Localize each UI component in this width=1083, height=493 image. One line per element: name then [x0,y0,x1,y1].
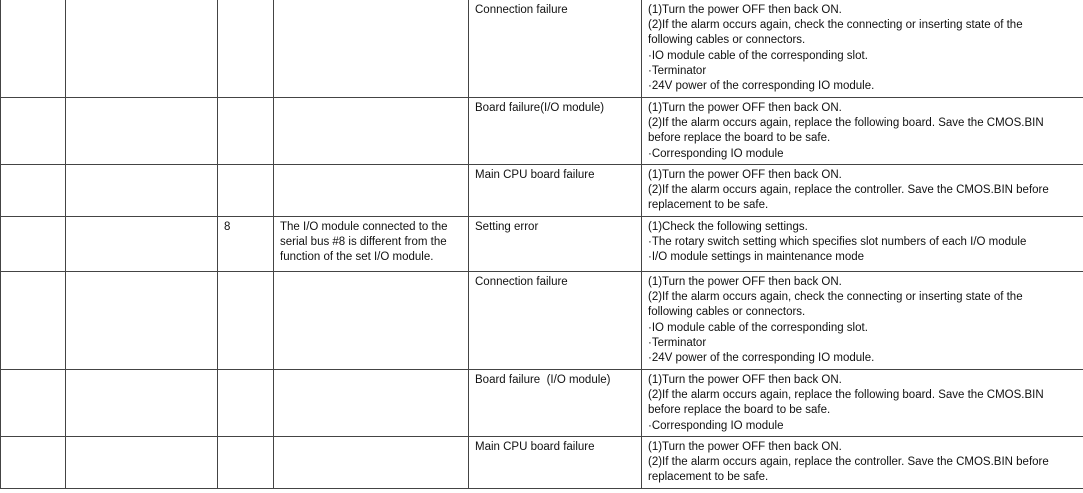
remedy-cell [642,370,1083,437]
remedy-line: (2)If the alarm occurs again, replace the controller. Save the CMOS.BIN before [648,184,1049,197]
cause-text: Main CPU board failure [475,441,595,453]
alarm-code-cell [218,165,274,217]
remedy-line: before replace the board to be safe. [648,132,831,145]
remedy-line: (2)If the alarm occurs again, check the connecting or inserting state of the [648,291,1023,304]
remedy-line: (1)Turn the power OFF then back ON. [648,4,842,16]
description-cell [274,272,469,370]
remedy-cell [642,98,1083,165]
remedy-line: ·I/O module settings in maintenance mode [648,251,865,264]
cause-text: Connection failure [475,4,568,16]
remedy-line: (2)If the alarm occurs again, replace the following board. Save the CMOS.BIN [648,389,1044,402]
alarm-code-cell [218,98,274,165]
blank-cell-a [1,437,66,489]
blank-cell-a [1,370,66,437]
alarm-code-cell [218,272,274,370]
remedy-cell [642,0,1083,98]
remedy-line: before replace the board to be safe. [648,404,831,417]
blank-cell-a [1,0,66,98]
blank-cell-a [1,98,66,165]
remedy-line: (1)Turn the power OFF then back ON. [648,374,842,386]
remedy-line: ·24V power of the corresponding IO module. [648,80,875,93]
description-cell [274,165,469,217]
cause-cell [469,272,642,370]
blank-cell-a [1,165,66,217]
blank-cell-b [66,0,218,98]
alarm-code: 8 [224,221,231,233]
remedy-line: (2)If the alarm occurs again, replace the controller. Save the CMOS.BIN before [648,456,1049,469]
cause-cell [469,217,642,272]
description-line: function of the set I/O module. [280,251,434,264]
cause-cell [469,0,642,98]
remedy-cell [642,437,1083,489]
remedy-line: following cables or connectors. [648,306,806,319]
alarm-table-body [1,0,1083,489]
remedy-line: replacement to be safe. [648,199,769,212]
blank-cell-a [1,217,66,272]
blank-cell-b [66,98,218,165]
table-row [1,217,1083,272]
alarm-code-cell [218,217,274,272]
description-cell [274,217,469,272]
remedy-cell [642,217,1083,272]
alarm-code-cell [218,437,274,489]
cause-text: Board failure (I/O module) [475,374,611,386]
remedy-line: (1)Turn the power OFF then back ON. [648,276,842,288]
remedy-line: (1)Check the following settings. [648,221,808,233]
remedy-line: (1)Turn the power OFF then back ON. [648,169,842,181]
remedy-cell [642,272,1083,370]
remedy-line: replacement to be safe. [648,471,769,484]
table-row [1,370,1083,437]
table-row [1,98,1083,165]
remedy-line: following cables or connectors. [648,34,806,47]
remedy-line: ·Corresponding IO module [648,419,784,432]
remedy-cell [642,165,1083,217]
alarm-code-cell [218,0,274,98]
table-row [1,437,1083,489]
cause-text: Setting error [475,221,539,233]
remedy-line: (2)If the alarm occurs again, replace the following board. Save the CMOS.BIN [648,117,1044,130]
remedy-line: (1)Turn the power OFF then back ON. [648,102,842,114]
table-row [1,0,1083,98]
remedy-line: (2)If the alarm occurs again, check the connecting or inserting state of the [648,19,1023,32]
alarm-code-cell [218,370,274,437]
description-cell [274,370,469,437]
cause-cell [469,98,642,165]
remedy-line: ·IO module cable of the corresponding slot. [648,321,868,334]
description-cell [274,437,469,489]
blank-cell-b [66,217,218,272]
remedy-line: ·The rotary switch setting which specifies slot numbers of each I/O module [648,236,1027,249]
remedy-line: ·24V power of the corresponding IO module. [648,352,875,365]
blank-cell-b [66,370,218,437]
remedy-line: ·Terminator [648,64,707,77]
cause-text: Connection failure [475,276,568,288]
cause-cell [469,370,642,437]
blank-cell-b [66,165,218,217]
remedy-line: ·Terminator [648,336,707,349]
remedy-line: ·IO module cable of the corresponding slot. [648,49,868,62]
description-line: serial bus #8 is different from the [280,236,447,249]
table-row [1,272,1083,370]
remedy-line: ·Corresponding IO module [648,147,784,160]
remedy-line: (1)Turn the power OFF then back ON. [648,441,842,453]
cause-text: Main CPU board failure [475,169,595,181]
cause-cell [469,437,642,489]
blank-cell-b [66,272,218,370]
cause-cell [469,165,642,217]
cause-text: Board failure(I/O module) [475,102,605,114]
blank-cell-a [1,272,66,370]
description-cell [274,0,469,98]
blank-cell-b [66,437,218,489]
table-row [1,165,1083,217]
description-cell [274,98,469,165]
description-line: The I/O module connected to the [280,221,448,233]
